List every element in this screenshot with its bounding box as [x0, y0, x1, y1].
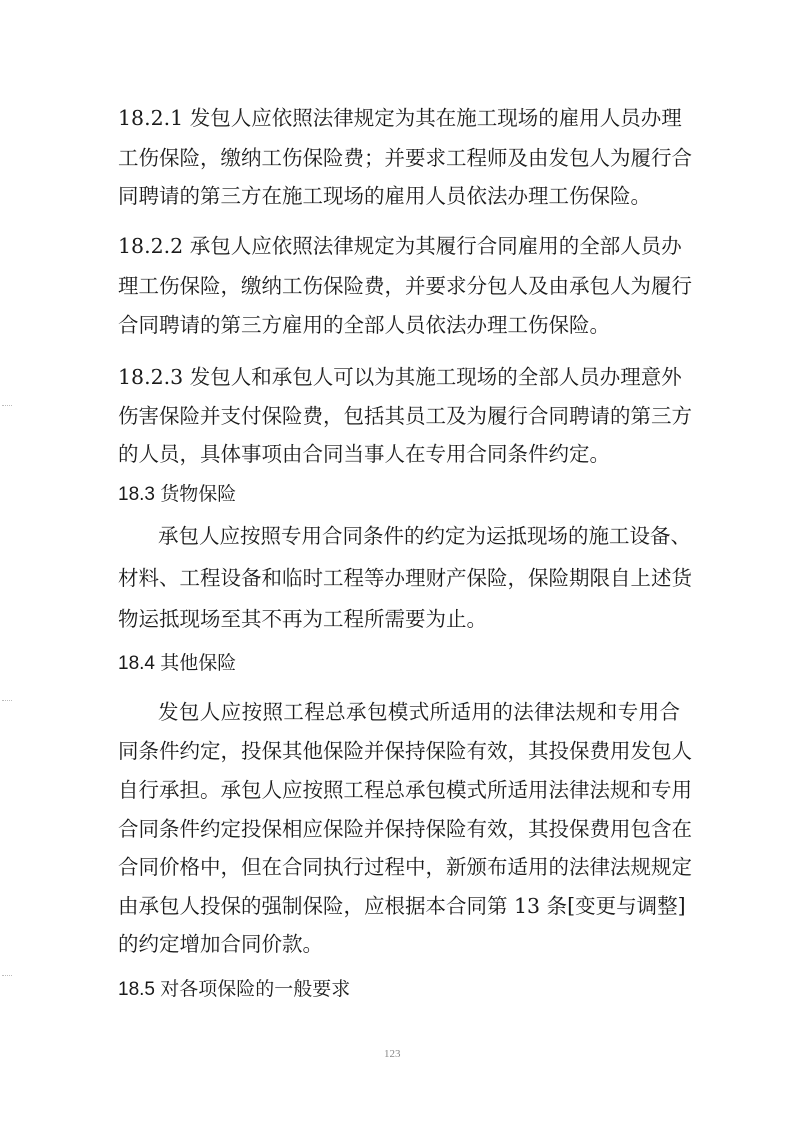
- clause-18-2-1-line: 同聘请的第三方在施工现场的雇用人员依法办理工伤保险。: [118, 184, 651, 208]
- scan-speckle: [2, 700, 12, 702]
- clause-18-2-1-line: 工伤保险，缴纳工伤保险费；并要求工程师及由发包人为履行合: [118, 146, 692, 170]
- paragraph-18-4-line: 合同价格中，但在合同执行过程中，新颁布适用的法律法规规定: [118, 855, 692, 879]
- clause-18-2-3-line: 的人员，具体事项由合同当事人在专用合同条件约定。: [118, 442, 610, 466]
- paragraph-18-4-line: 由承包人投保的强制保险，应根据本合同第 13 条[变更与调整]: [118, 894, 686, 918]
- heading-18-4: 18.4 其他保险: [118, 653, 237, 674]
- clause-18-2-2-line: 合同聘请的第三方雇用的全部人员依法办理工伤保险。: [118, 313, 610, 337]
- paragraph-18-3-line: 材料、工程设备和临时工程等办理财产保险，保险期限自上述货: [118, 566, 692, 590]
- paragraph-18-4-line: 自行承担。承包人应按照工程总承包模式所适用法律法规和专用: [118, 778, 692, 802]
- scan-speckle: [2, 975, 12, 977]
- paragraph-18-4-line: 合同条件约定投保相应保险并保持保险有效，其投保费用包含在: [118, 817, 692, 841]
- clause-18-2-2-line: 18.2.2 承包人应依照法律规定为其履行合同雇用的全部人员办: [118, 234, 682, 258]
- heading-18-5: 18.5 对各项保险的一般要求: [118, 979, 351, 1000]
- clause-18-2-1-line: 18.2.1 发包人应依照法律规定为其在施工现场的雇用人员办理: [118, 106, 682, 130]
- paragraph-18-4-line: 的约定增加合同价款。: [118, 932, 323, 956]
- paragraph-18-4-line: 同条件约定，投保其他保险并保持保险有效，其投保费用发包人: [118, 739, 692, 763]
- paragraph-18-3-line: 物运抵现场至其不再为工程所需要为止。: [118, 607, 487, 631]
- clause-18-2-3-line: 18.2.3 发包人和承包人可以为其施工现场的全部人员办理意外: [118, 365, 682, 389]
- page-number: 123: [384, 1048, 401, 1060]
- heading-18-3: 18.3 货物保险: [118, 484, 237, 505]
- clause-18-2-2-line: 理工伤保险，缴纳工伤保险费，并要求分包人及由承包人为履行: [118, 274, 692, 298]
- clause-18-2-3-line: 伤害保险并支付保险费，包括其员工及为履行合同聘请的第三方: [118, 404, 692, 428]
- scan-speckle: [2, 405, 12, 407]
- paragraph-18-4-line: 发包人应按照工程总承包模式所适用的法律法规和专用合: [158, 700, 680, 724]
- paragraph-18-3-line: 承包人应按照专用合同条件的约定为运抵现场的施工设备、: [158, 524, 691, 548]
